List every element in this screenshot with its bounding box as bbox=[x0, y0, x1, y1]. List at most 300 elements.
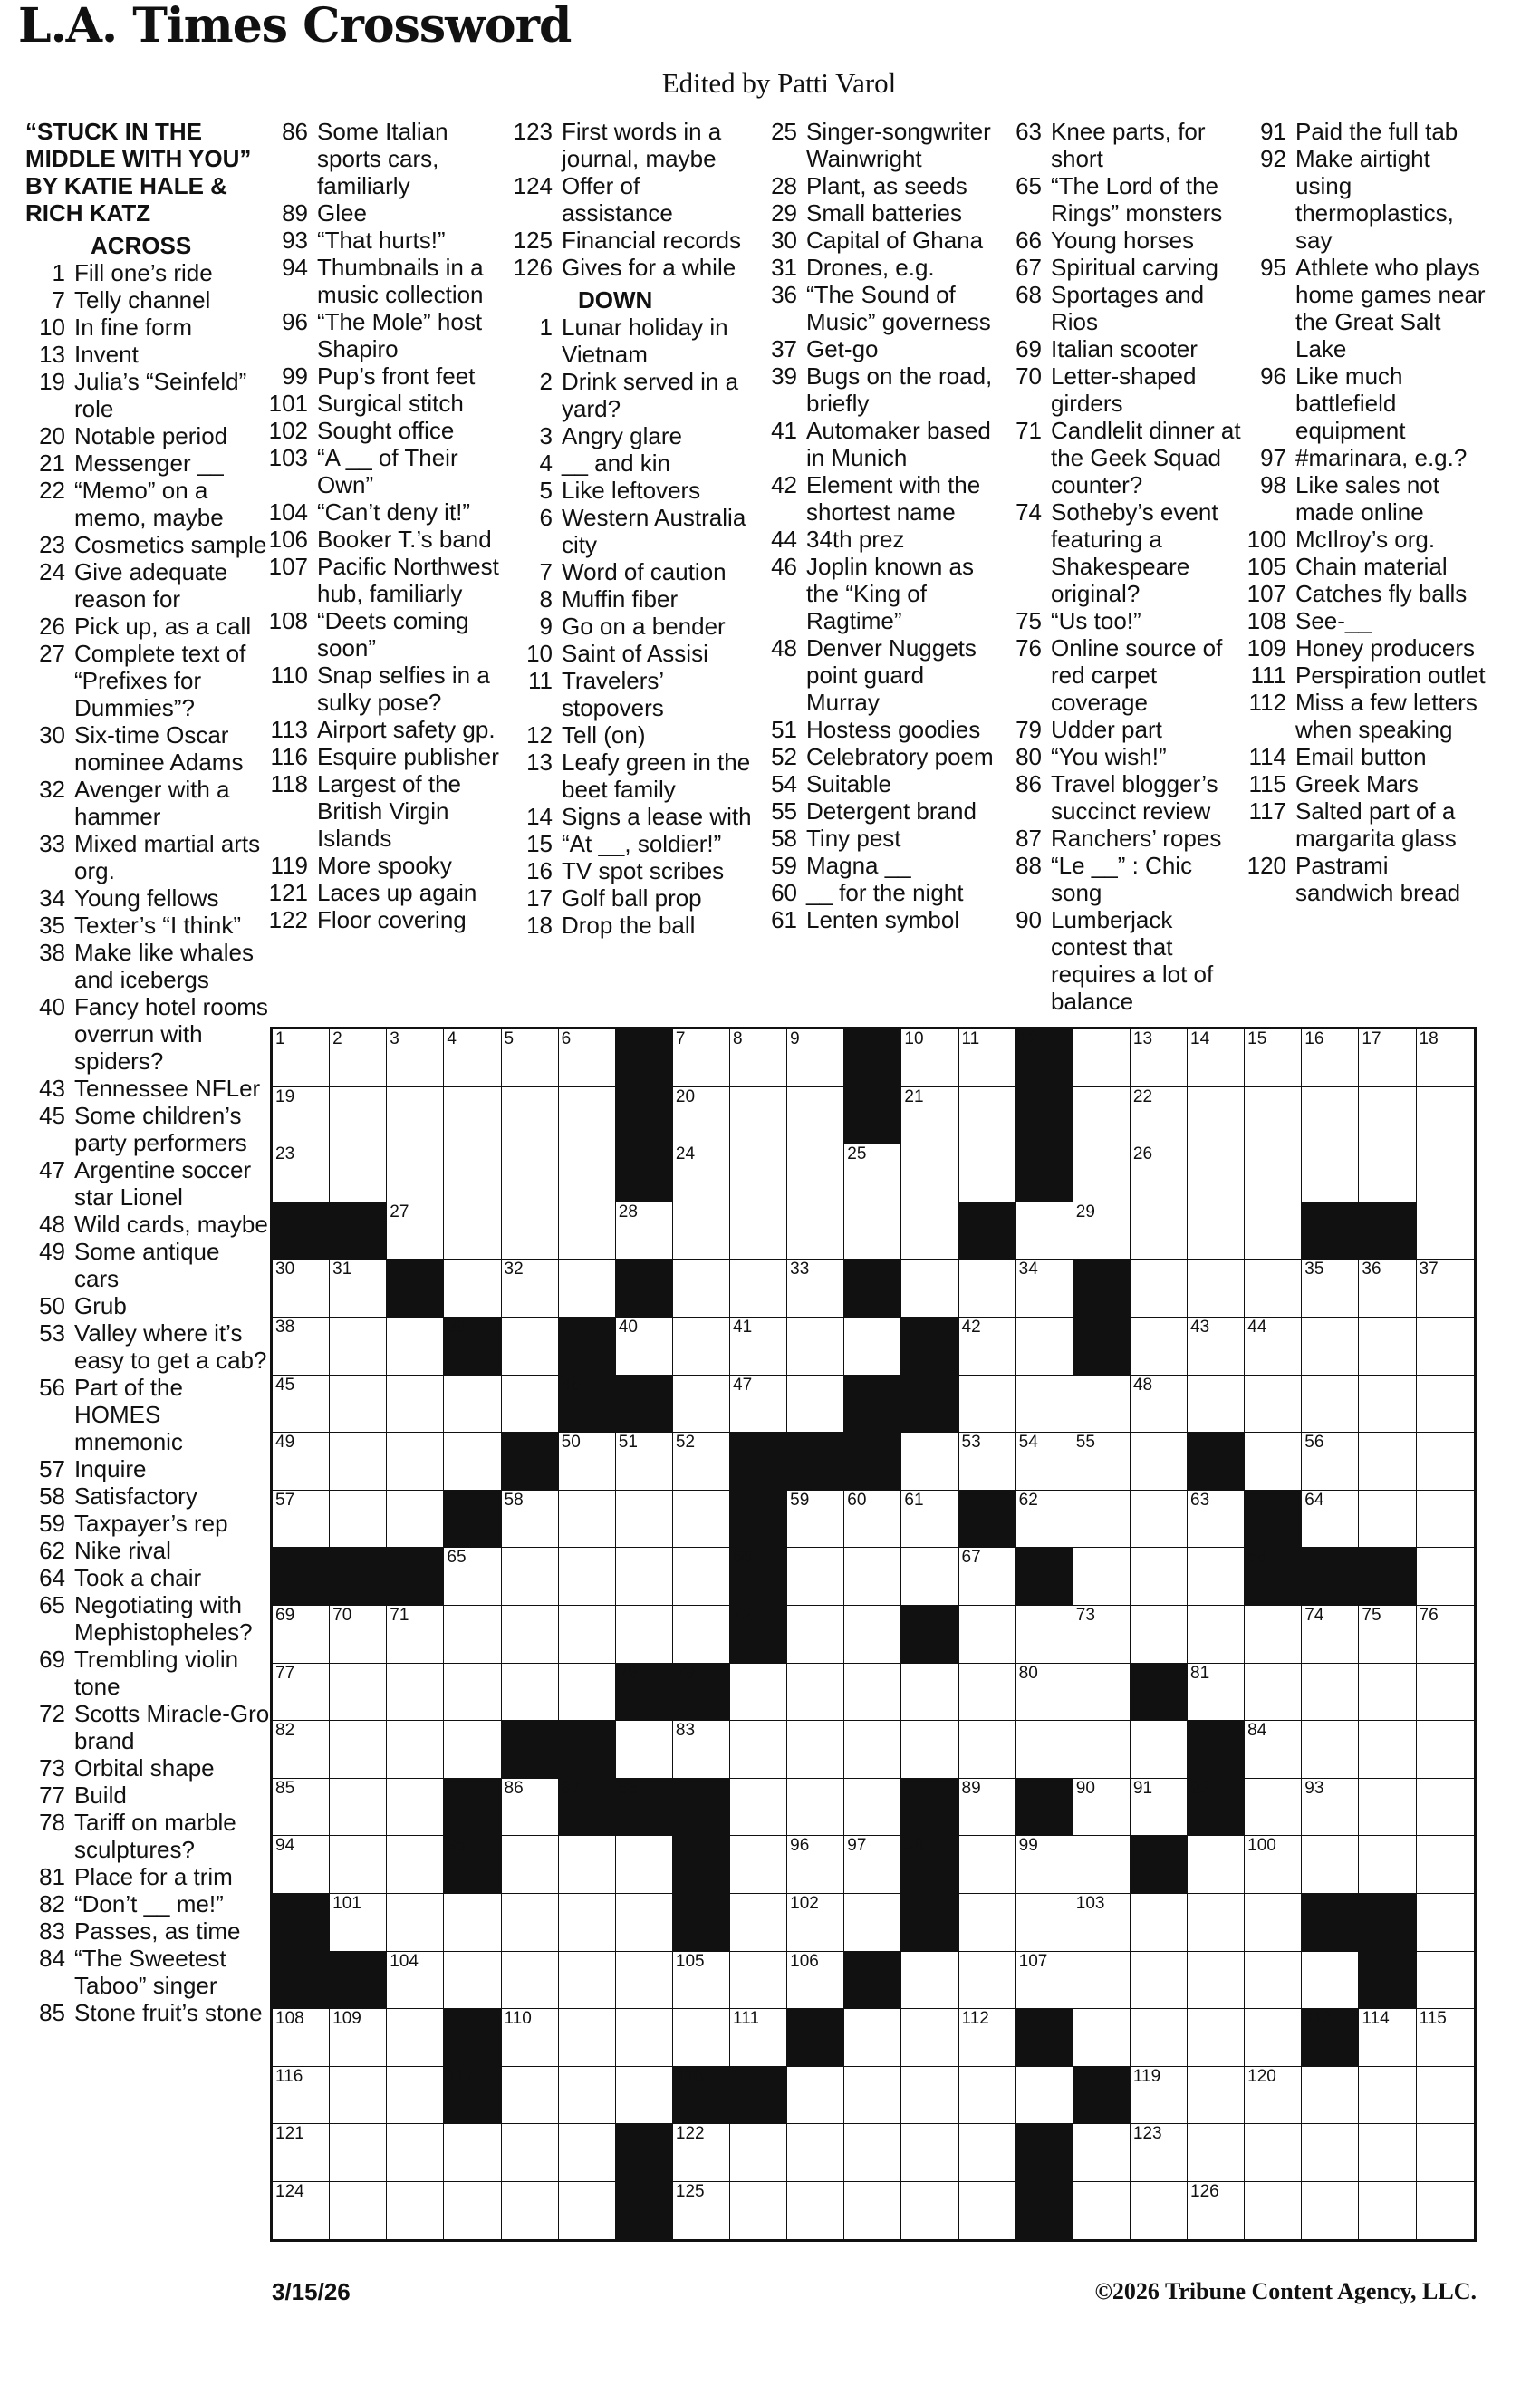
grid-cell[interactable] bbox=[844, 2182, 901, 2240]
grid-cell[interactable] bbox=[502, 1202, 559, 1260]
grid-cell[interactable] bbox=[330, 1606, 387, 1664]
grid-cell[interactable] bbox=[1131, 1376, 1188, 1434]
grid-cell[interactable] bbox=[1417, 2009, 1474, 2067]
grid-cell[interactable] bbox=[502, 1894, 559, 1952]
grid-cell[interactable] bbox=[616, 2009, 673, 2067]
grid-cell[interactable] bbox=[330, 1779, 387, 1837]
grid-cell[interactable] bbox=[273, 1433, 330, 1491]
grid-cell[interactable] bbox=[1131, 1952, 1188, 2010]
grid-cell[interactable] bbox=[559, 2124, 616, 2182]
grid-cell[interactable] bbox=[330, 1144, 387, 1202]
grid-cell[interactable] bbox=[1302, 1952, 1359, 2010]
grid-cell[interactable] bbox=[387, 1318, 444, 1376]
grid-cell[interactable] bbox=[559, 2182, 616, 2240]
grid-cell[interactable] bbox=[1359, 2182, 1416, 2240]
grid-cell[interactable] bbox=[844, 1836, 901, 1894]
grid-cell[interactable] bbox=[502, 1606, 559, 1664]
grid-cell[interactable] bbox=[1073, 2124, 1131, 2182]
grid-cell[interactable] bbox=[959, 1836, 1016, 1894]
grid-cell[interactable] bbox=[1245, 2067, 1302, 2125]
grid-cell[interactable] bbox=[1417, 2067, 1474, 2125]
grid-cell[interactable] bbox=[502, 2182, 559, 2240]
grid-cell[interactable] bbox=[730, 1202, 787, 1260]
grid-cell[interactable] bbox=[273, 2009, 330, 2067]
grid-cell[interactable] bbox=[1131, 1260, 1188, 1318]
grid-cell[interactable] bbox=[1417, 1029, 1474, 1087]
grid-cell[interactable] bbox=[844, 1894, 901, 1952]
grid-cell[interactable] bbox=[387, 1836, 444, 1894]
grid-cell[interactable] bbox=[1188, 2124, 1245, 2182]
grid-cell[interactable] bbox=[1016, 2067, 1073, 2125]
grid-cell[interactable] bbox=[502, 1664, 559, 1722]
grid-cell[interactable] bbox=[787, 2182, 844, 2240]
grid-cell[interactable] bbox=[330, 2067, 387, 2125]
grid-cell[interactable] bbox=[330, 1260, 387, 1318]
grid-cell[interactable] bbox=[1302, 2124, 1359, 2182]
grid-cell[interactable] bbox=[787, 2124, 844, 2182]
grid-cell[interactable] bbox=[387, 1952, 444, 2010]
grid-cell[interactable] bbox=[959, 1144, 1016, 1202]
grid-cell[interactable] bbox=[273, 2067, 330, 2125]
grid-cell[interactable] bbox=[1302, 2067, 1359, 2125]
grid-cell[interactable] bbox=[502, 1376, 559, 1434]
grid-cell[interactable] bbox=[1188, 1087, 1245, 1145]
grid-cell[interactable] bbox=[444, 2124, 501, 2182]
grid-cell[interactable] bbox=[1188, 2067, 1245, 2125]
grid-cell[interactable] bbox=[387, 1721, 444, 1779]
grid-cell[interactable] bbox=[387, 1144, 444, 1202]
grid-cell[interactable] bbox=[444, 1721, 501, 1779]
grid-cell[interactable] bbox=[444, 1376, 501, 1434]
grid-cell[interactable] bbox=[1245, 1606, 1302, 1664]
grid-cell[interactable] bbox=[673, 1087, 730, 1145]
grid-cell[interactable] bbox=[616, 1952, 673, 2010]
grid-cell[interactable] bbox=[1073, 1606, 1131, 1664]
grid-cell[interactable] bbox=[330, 1087, 387, 1145]
grid-cell[interactable] bbox=[901, 1664, 958, 1722]
grid-cell[interactable] bbox=[444, 1664, 501, 1722]
grid-cell[interactable] bbox=[1302, 2182, 1359, 2240]
grid-cell[interactable] bbox=[387, 1087, 444, 1145]
grid-cell[interactable] bbox=[1073, 1202, 1131, 1260]
grid-cell[interactable] bbox=[444, 1144, 501, 1202]
grid-cell[interactable] bbox=[387, 1202, 444, 1260]
grid-cell[interactable] bbox=[616, 1606, 673, 1664]
grid-cell[interactable] bbox=[502, 1318, 559, 1376]
grid-cell[interactable] bbox=[730, 1721, 787, 1779]
grid-cell[interactable] bbox=[1245, 2182, 1302, 2240]
grid-cell[interactable] bbox=[1073, 1664, 1131, 1722]
grid-cell[interactable] bbox=[1302, 1260, 1359, 1318]
grid-cell[interactable] bbox=[330, 2182, 387, 2240]
grid-cell[interactable] bbox=[330, 2009, 387, 2067]
grid-cell[interactable] bbox=[1302, 1087, 1359, 1145]
grid-cell[interactable] bbox=[1417, 1548, 1474, 1606]
grid-cell[interactable] bbox=[1073, 1144, 1131, 1202]
grid-cell[interactable] bbox=[616, 1721, 673, 1779]
grid-cell[interactable] bbox=[673, 1721, 730, 1779]
grid-cell[interactable] bbox=[1131, 1144, 1188, 1202]
grid-cell[interactable] bbox=[502, 1029, 559, 1087]
grid-cell[interactable] bbox=[502, 2009, 559, 2067]
grid-cell[interactable] bbox=[1245, 1721, 1302, 1779]
grid-cell[interactable] bbox=[787, 1894, 844, 1952]
grid-cell[interactable] bbox=[1302, 1318, 1359, 1376]
grid-cell[interactable] bbox=[787, 1952, 844, 2010]
grid-cell[interactable] bbox=[1188, 1664, 1245, 1722]
grid-cell[interactable] bbox=[387, 1664, 444, 1722]
grid-cell[interactable] bbox=[1359, 1144, 1416, 1202]
grid-cell[interactable] bbox=[1245, 2009, 1302, 2067]
grid-cell[interactable] bbox=[673, 2182, 730, 2240]
grid-cell[interactable] bbox=[959, 2009, 1016, 2067]
grid-cell[interactable] bbox=[730, 1376, 787, 1434]
grid-cell[interactable] bbox=[1359, 1836, 1416, 1894]
grid-cell[interactable] bbox=[959, 1029, 1016, 1087]
grid-cell[interactable] bbox=[273, 1144, 330, 1202]
grid-cell[interactable] bbox=[444, 1548, 501, 1606]
grid-cell[interactable] bbox=[1417, 1260, 1474, 1318]
grid-cell[interactable] bbox=[673, 1029, 730, 1087]
grid-cell[interactable] bbox=[787, 1318, 844, 1376]
grid-cell[interactable] bbox=[1073, 2182, 1131, 2240]
grid-cell[interactable] bbox=[787, 1376, 844, 1434]
grid-cell[interactable] bbox=[444, 1952, 501, 2010]
grid-cell[interactable] bbox=[673, 1433, 730, 1491]
grid-cell[interactable] bbox=[444, 1894, 501, 1952]
grid-cell[interactable] bbox=[559, 1260, 616, 1318]
grid-cell[interactable] bbox=[730, 1664, 787, 1722]
grid-cell[interactable] bbox=[1073, 1491, 1131, 1549]
grid-cell[interactable] bbox=[959, 1606, 1016, 1664]
grid-cell[interactable] bbox=[330, 1318, 387, 1376]
grid-cell[interactable] bbox=[1245, 1029, 1302, 1087]
grid-cell[interactable] bbox=[787, 1029, 844, 1087]
grid-cell[interactable] bbox=[1417, 1894, 1474, 1952]
grid-cell[interactable] bbox=[787, 1260, 844, 1318]
grid-cell[interactable] bbox=[901, 1202, 958, 1260]
grid-cell[interactable] bbox=[559, 1087, 616, 1145]
grid-cell[interactable] bbox=[844, 1202, 901, 1260]
grid-cell[interactable] bbox=[1359, 2009, 1416, 2067]
grid-cell[interactable] bbox=[1131, 1779, 1188, 1837]
grid-cell[interactable] bbox=[1417, 2124, 1474, 2182]
grid-cell[interactable] bbox=[502, 2124, 559, 2182]
grid-cell[interactable] bbox=[787, 1606, 844, 1664]
grid-cell[interactable] bbox=[387, 1894, 444, 1952]
grid-cell[interactable] bbox=[1073, 1548, 1131, 1606]
grid-cell[interactable] bbox=[1188, 2182, 1245, 2240]
grid-cell[interactable] bbox=[1188, 1144, 1245, 1202]
grid-cell[interactable] bbox=[559, 2067, 616, 2125]
grid-cell[interactable] bbox=[273, 1664, 330, 1722]
grid-cell[interactable] bbox=[1073, 1779, 1131, 1837]
grid-cell[interactable] bbox=[1073, 1433, 1131, 1491]
grid-cell[interactable] bbox=[1417, 1836, 1474, 1894]
grid-cell[interactable] bbox=[616, 1548, 673, 1606]
grid-cell[interactable] bbox=[1417, 2182, 1474, 2240]
grid-cell[interactable] bbox=[330, 1836, 387, 1894]
grid-cell[interactable] bbox=[901, 1029, 958, 1087]
grid-cell[interactable] bbox=[1131, 1606, 1188, 1664]
grid-cell[interactable] bbox=[1188, 1260, 1245, 1318]
grid-cell[interactable] bbox=[901, 1952, 958, 2010]
grid-cell[interactable] bbox=[1245, 1433, 1302, 1491]
grid-cell[interactable] bbox=[273, 1260, 330, 1318]
grid-cell[interactable] bbox=[559, 1029, 616, 1087]
grid-cell[interactable] bbox=[673, 2009, 730, 2067]
grid-cell[interactable] bbox=[1131, 1491, 1188, 1549]
grid-cell[interactable] bbox=[1188, 1894, 1245, 1952]
grid-cell[interactable] bbox=[1016, 1376, 1073, 1434]
grid-cell[interactable] bbox=[1245, 1836, 1302, 1894]
grid-cell[interactable] bbox=[959, 1779, 1016, 1837]
grid-cell[interactable] bbox=[273, 2182, 330, 2240]
grid-cell[interactable] bbox=[844, 1548, 901, 1606]
grid-cell[interactable] bbox=[1417, 1952, 1474, 2010]
grid-cell[interactable] bbox=[901, 1144, 958, 1202]
grid-cell[interactable] bbox=[616, 2067, 673, 2125]
grid-cell[interactable] bbox=[1131, 1318, 1188, 1376]
grid-cell[interactable] bbox=[273, 1376, 330, 1434]
grid-cell[interactable] bbox=[502, 1779, 559, 1837]
grid-cell[interactable] bbox=[1417, 1202, 1474, 1260]
grid-cell[interactable] bbox=[1131, 1548, 1188, 1606]
grid-cell[interactable] bbox=[901, 1548, 958, 1606]
grid-cell[interactable] bbox=[787, 1779, 844, 1837]
grid-cell[interactable] bbox=[844, 2067, 901, 2125]
grid-cell[interactable] bbox=[502, 2067, 559, 2125]
grid-cell[interactable] bbox=[1016, 1721, 1073, 1779]
grid-cell[interactable] bbox=[616, 1894, 673, 1952]
grid-cell[interactable] bbox=[502, 1260, 559, 1318]
grid-cell[interactable] bbox=[1188, 1606, 1245, 1664]
grid-cell[interactable] bbox=[559, 1491, 616, 1549]
grid-cell[interactable] bbox=[1245, 1952, 1302, 2010]
grid-cell[interactable] bbox=[1131, 2124, 1188, 2182]
grid-cell[interactable] bbox=[787, 1144, 844, 1202]
grid-cell[interactable] bbox=[959, 1894, 1016, 1952]
grid-cell[interactable] bbox=[844, 1664, 901, 1722]
grid-cell[interactable] bbox=[730, 1779, 787, 1837]
grid-cell[interactable] bbox=[444, 2182, 501, 2240]
grid-cell[interactable] bbox=[673, 1548, 730, 1606]
grid-cell[interactable] bbox=[901, 1260, 958, 1318]
grid-cell[interactable] bbox=[901, 2124, 958, 2182]
grid-cell[interactable] bbox=[1417, 1721, 1474, 1779]
grid-cell[interactable] bbox=[1302, 1491, 1359, 1549]
grid-cell[interactable] bbox=[387, 1433, 444, 1491]
grid-cell[interactable] bbox=[844, 1606, 901, 1664]
grid-cell[interactable] bbox=[616, 1318, 673, 1376]
grid-cell[interactable] bbox=[1188, 2009, 1245, 2067]
grid-cell[interactable] bbox=[273, 1606, 330, 1664]
grid-cell[interactable] bbox=[1245, 1664, 1302, 1722]
grid-cell[interactable] bbox=[1245, 2124, 1302, 2182]
grid-cell[interactable] bbox=[559, 1664, 616, 1722]
grid-cell[interactable] bbox=[1359, 2067, 1416, 2125]
grid-cell[interactable] bbox=[502, 1548, 559, 1606]
grid-cell[interactable] bbox=[273, 1087, 330, 1145]
grid-cell[interactable] bbox=[1417, 1376, 1474, 1434]
grid-cell[interactable] bbox=[673, 1376, 730, 1434]
grid-cell[interactable] bbox=[1245, 1087, 1302, 1145]
grid-cell[interactable] bbox=[1016, 1202, 1073, 1260]
grid-cell[interactable] bbox=[959, 1548, 1016, 1606]
grid-cell[interactable] bbox=[616, 1433, 673, 1491]
grid-cell[interactable] bbox=[559, 1144, 616, 1202]
grid-cell[interactable] bbox=[616, 1491, 673, 1549]
grid-cell[interactable] bbox=[1417, 1491, 1474, 1549]
grid-cell[interactable] bbox=[959, 1721, 1016, 1779]
grid-cell[interactable] bbox=[330, 1721, 387, 1779]
grid-cell[interactable] bbox=[787, 1491, 844, 1549]
grid-cell[interactable] bbox=[330, 1664, 387, 1722]
grid-cell[interactable] bbox=[387, 1779, 444, 1837]
grid-cell[interactable] bbox=[273, 1779, 330, 1837]
grid-cell[interactable] bbox=[559, 1952, 616, 2010]
grid-cell[interactable] bbox=[1359, 1376, 1416, 1434]
grid-cell[interactable] bbox=[330, 1491, 387, 1549]
grid-cell[interactable] bbox=[387, 2124, 444, 2182]
grid-cell[interactable] bbox=[1245, 1144, 1302, 1202]
grid-cell[interactable] bbox=[273, 1721, 330, 1779]
grid-cell[interactable] bbox=[1131, 1087, 1188, 1145]
grid-cell[interactable] bbox=[502, 1144, 559, 1202]
grid-cell[interactable] bbox=[673, 1606, 730, 1664]
grid-cell[interactable] bbox=[844, 2009, 901, 2067]
grid-cell[interactable] bbox=[1073, 1952, 1131, 2010]
grid-cell[interactable] bbox=[673, 2124, 730, 2182]
grid-cell[interactable] bbox=[330, 1029, 387, 1087]
grid-cell[interactable] bbox=[1131, 1029, 1188, 1087]
grid-cell[interactable] bbox=[1188, 1318, 1245, 1376]
grid-cell[interactable] bbox=[1359, 1260, 1416, 1318]
grid-cell[interactable] bbox=[1131, 2182, 1188, 2240]
grid-cell[interactable] bbox=[502, 1491, 559, 1549]
grid-cell[interactable] bbox=[1016, 1952, 1073, 2010]
grid-cell[interactable] bbox=[273, 1318, 330, 1376]
grid-cell[interactable] bbox=[559, 1202, 616, 1260]
grid-cell[interactable] bbox=[1016, 1606, 1073, 1664]
grid-cell[interactable] bbox=[787, 1202, 844, 1260]
grid-cell[interactable] bbox=[330, 2124, 387, 2182]
grid-cell[interactable] bbox=[959, 2067, 1016, 2125]
grid-cell[interactable] bbox=[844, 1318, 901, 1376]
grid-cell[interactable] bbox=[1302, 1029, 1359, 1087]
grid-cell[interactable] bbox=[901, 1721, 958, 1779]
grid-cell[interactable] bbox=[1016, 1664, 1073, 1722]
grid-cell[interactable] bbox=[1131, 2009, 1188, 2067]
grid-cell[interactable] bbox=[1188, 1491, 1245, 1549]
grid-cell[interactable] bbox=[673, 1952, 730, 2010]
grid-cell[interactable] bbox=[959, 1260, 1016, 1318]
grid-cell[interactable] bbox=[1131, 1894, 1188, 1952]
grid-cell[interactable] bbox=[1188, 1202, 1245, 1260]
grid-cell[interactable] bbox=[1417, 1144, 1474, 1202]
grid-cell[interactable] bbox=[901, 2009, 958, 2067]
grid-cell[interactable] bbox=[444, 1029, 501, 1087]
grid-cell[interactable] bbox=[616, 1202, 673, 1260]
grid-cell[interactable] bbox=[959, 1952, 1016, 2010]
grid-cell[interactable] bbox=[387, 1376, 444, 1434]
grid-cell[interactable] bbox=[273, 1836, 330, 1894]
grid-cell[interactable] bbox=[673, 1318, 730, 1376]
grid-cell[interactable] bbox=[787, 1836, 844, 1894]
grid-cell[interactable] bbox=[444, 1202, 501, 1260]
grid-cell[interactable] bbox=[1359, 1664, 1416, 1722]
grid-cell[interactable] bbox=[1073, 1894, 1131, 1952]
grid-cell[interactable] bbox=[1188, 1029, 1245, 1087]
grid-cell[interactable] bbox=[844, 2124, 901, 2182]
grid-cell[interactable] bbox=[1245, 1779, 1302, 1837]
grid-cell[interactable] bbox=[959, 1433, 1016, 1491]
grid-cell[interactable] bbox=[330, 1376, 387, 1434]
grid-cell[interactable] bbox=[559, 2009, 616, 2067]
grid-cell[interactable] bbox=[616, 1836, 673, 1894]
grid-cell[interactable] bbox=[387, 1029, 444, 1087]
grid-cell[interactable] bbox=[1417, 1433, 1474, 1491]
grid-cell[interactable] bbox=[330, 1894, 387, 1952]
grid-cell[interactable] bbox=[901, 2067, 958, 2125]
grid-cell[interactable] bbox=[1359, 1087, 1416, 1145]
grid-cell[interactable] bbox=[1073, 1087, 1131, 1145]
grid-cell[interactable] bbox=[559, 1894, 616, 1952]
grid-cell[interactable] bbox=[1188, 1836, 1245, 1894]
grid-cell[interactable] bbox=[1188, 1376, 1245, 1434]
grid-cell[interactable] bbox=[502, 1952, 559, 2010]
grid-cell[interactable] bbox=[1359, 1606, 1416, 1664]
grid-cell[interactable] bbox=[1359, 1433, 1416, 1491]
grid-cell[interactable] bbox=[559, 1606, 616, 1664]
grid-cell[interactable] bbox=[730, 1144, 787, 1202]
grid-cell[interactable] bbox=[1016, 1318, 1073, 1376]
grid-cell[interactable] bbox=[1073, 1029, 1131, 1087]
grid-cell[interactable] bbox=[1359, 2124, 1416, 2182]
grid-cell[interactable] bbox=[1131, 1721, 1188, 1779]
grid-cell[interactable] bbox=[1302, 1376, 1359, 1434]
grid-cell[interactable] bbox=[959, 1664, 1016, 1722]
grid-cell[interactable] bbox=[787, 2067, 844, 2125]
grid-cell[interactable] bbox=[730, 2124, 787, 2182]
grid-cell[interactable] bbox=[1131, 1202, 1188, 1260]
grid-cell[interactable] bbox=[787, 1721, 844, 1779]
grid-cell[interactable] bbox=[1302, 1144, 1359, 1202]
grid-cell[interactable] bbox=[730, 1029, 787, 1087]
grid-cell[interactable] bbox=[673, 1144, 730, 1202]
grid-cell[interactable] bbox=[1302, 1721, 1359, 1779]
grid-cell[interactable] bbox=[1417, 1087, 1474, 1145]
grid-cell[interactable] bbox=[387, 2009, 444, 2067]
grid-cell[interactable] bbox=[1417, 1318, 1474, 1376]
grid-cell[interactable] bbox=[1016, 1433, 1073, 1491]
grid-cell[interactable] bbox=[959, 1318, 1016, 1376]
grid-cell[interactable] bbox=[730, 2009, 787, 2067]
grid-cell[interactable] bbox=[559, 1836, 616, 1894]
grid-cell[interactable] bbox=[1073, 1376, 1131, 1434]
grid-cell[interactable] bbox=[959, 2182, 1016, 2240]
grid-cell[interactable] bbox=[901, 1433, 958, 1491]
grid-cell[interactable] bbox=[901, 2182, 958, 2240]
grid-cell[interactable] bbox=[1359, 1721, 1416, 1779]
grid-cell[interactable] bbox=[1302, 1664, 1359, 1722]
grid-cell[interactable] bbox=[502, 1836, 559, 1894]
grid-cell[interactable] bbox=[730, 1087, 787, 1145]
grid-cell[interactable] bbox=[844, 1779, 901, 1837]
grid-cell[interactable] bbox=[1359, 1491, 1416, 1549]
grid-cell[interactable] bbox=[901, 1087, 958, 1145]
grid-cell[interactable] bbox=[444, 1433, 501, 1491]
